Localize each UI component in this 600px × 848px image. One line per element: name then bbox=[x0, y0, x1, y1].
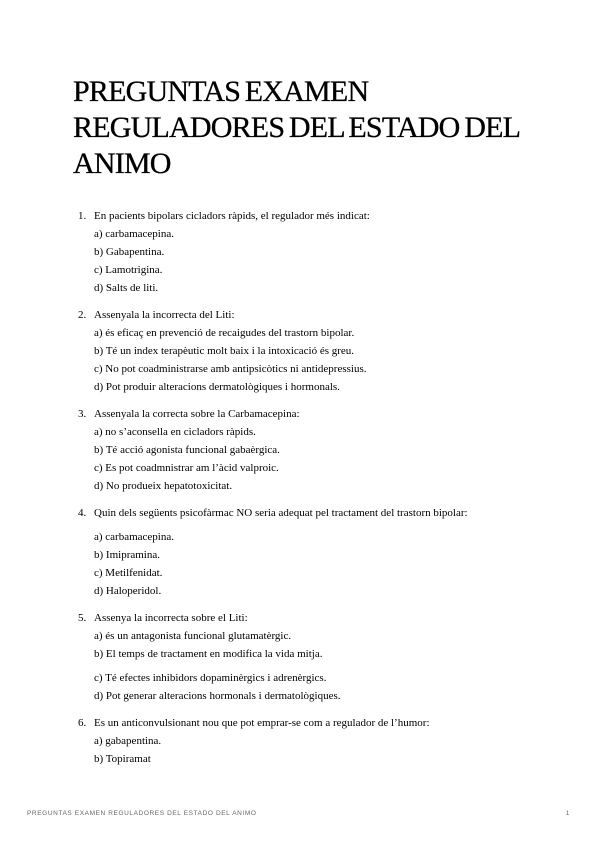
answer-option: b) Gabapentina. bbox=[94, 246, 165, 258]
question-1 bbox=[78, 207, 558, 297]
answer-option: c) Lamotrigina. bbox=[94, 264, 163, 276]
question-2 bbox=[78, 306, 558, 396]
page-number: 1 bbox=[565, 810, 570, 817]
question-list bbox=[78, 207, 558, 777]
answer-option: b) Té acció agonista funcional gabaèrgica. bbox=[94, 444, 280, 456]
answer-option: c) Es pot coadmnistrar am l’àcid valproic. bbox=[94, 462, 279, 474]
question-number: 4. bbox=[78, 507, 87, 519]
question-text: Assenya la incorrecta sobre el Liti: bbox=[94, 612, 248, 624]
answer-option: c) Metilfenidat. bbox=[94, 567, 163, 579]
question-6 bbox=[78, 714, 558, 768]
answer-option: d) Pot produir alteracions dermatològiques i hormonals. bbox=[94, 381, 340, 393]
answer-option: b) El temps de tractament en modifica la vida mitja. bbox=[94, 648, 323, 660]
answer-option: d) No produeix hepatotoxicitat. bbox=[94, 480, 233, 492]
question-text: Assenyala la incorrecta del Liti: bbox=[94, 309, 235, 321]
answer-option: d) Haloperidol. bbox=[94, 585, 162, 597]
answer-option: d) Salts de liti. bbox=[94, 282, 159, 294]
footer-title: PREGUNTAS EXAMEN REGULADORES DEL ESTADO DEL ANIMO bbox=[27, 810, 257, 817]
question-number: 5. bbox=[78, 612, 87, 624]
question-number: 3. bbox=[78, 408, 87, 420]
question-3 bbox=[78, 405, 558, 495]
answer-option: a) carbamacepina. bbox=[94, 531, 174, 543]
page-footer bbox=[27, 810, 570, 817]
question-number: 6. bbox=[78, 717, 87, 729]
question-number: 1. bbox=[78, 210, 87, 222]
answer-option: a) és eficaç en prevenció de recaigudes del trastorn bipolar. bbox=[94, 327, 355, 339]
answer-option: c) No pot coadministrarse amb antipsicòtics ni antidepressius. bbox=[94, 363, 367, 375]
answer-option: b) Té un index terapèutic molt baix i la intoxicació és greu. bbox=[94, 345, 355, 357]
answer-option: a) no s’aconsella en cicladors ràpids. bbox=[94, 426, 256, 438]
answer-option: a) gabapentina. bbox=[94, 735, 162, 747]
question-text: En pacients bipolars cicladors ràpids, el regulador més indicat: bbox=[94, 210, 370, 222]
question-4 bbox=[78, 504, 558, 600]
answer-option: d) Pot generar alteracions hormonals i dermatològiques. bbox=[94, 690, 341, 702]
answer-option: b) Topiramat bbox=[94, 753, 151, 765]
question-text: Es un anticonvulsionant nou que pot emprar-se com a regulador de l’humor: bbox=[94, 717, 430, 729]
question-text: Assenyala la correcta sobre la Carbamacepina: bbox=[94, 408, 300, 420]
page-title: PREGUNTAS EXAMEN REGULADORES DEL ESTADO DEL ANIMO bbox=[73, 75, 520, 180]
question-text: Quin dels següents psicofàrmac NO seria adequat pel tractament del trastorn bipolar: bbox=[94, 507, 468, 519]
answer-option: a) carbamacepina. bbox=[94, 228, 174, 240]
question-5 bbox=[78, 609, 558, 705]
answer-option: a) és un antagonista funcional glutamatèrgic. bbox=[94, 630, 292, 642]
answer-option: b) Imipramina. bbox=[94, 549, 160, 561]
answer-option: c) Té efectes inhibidors dopaminèrgics i adrenèrgics. bbox=[94, 672, 327, 684]
question-number: 2. bbox=[78, 309, 87, 321]
